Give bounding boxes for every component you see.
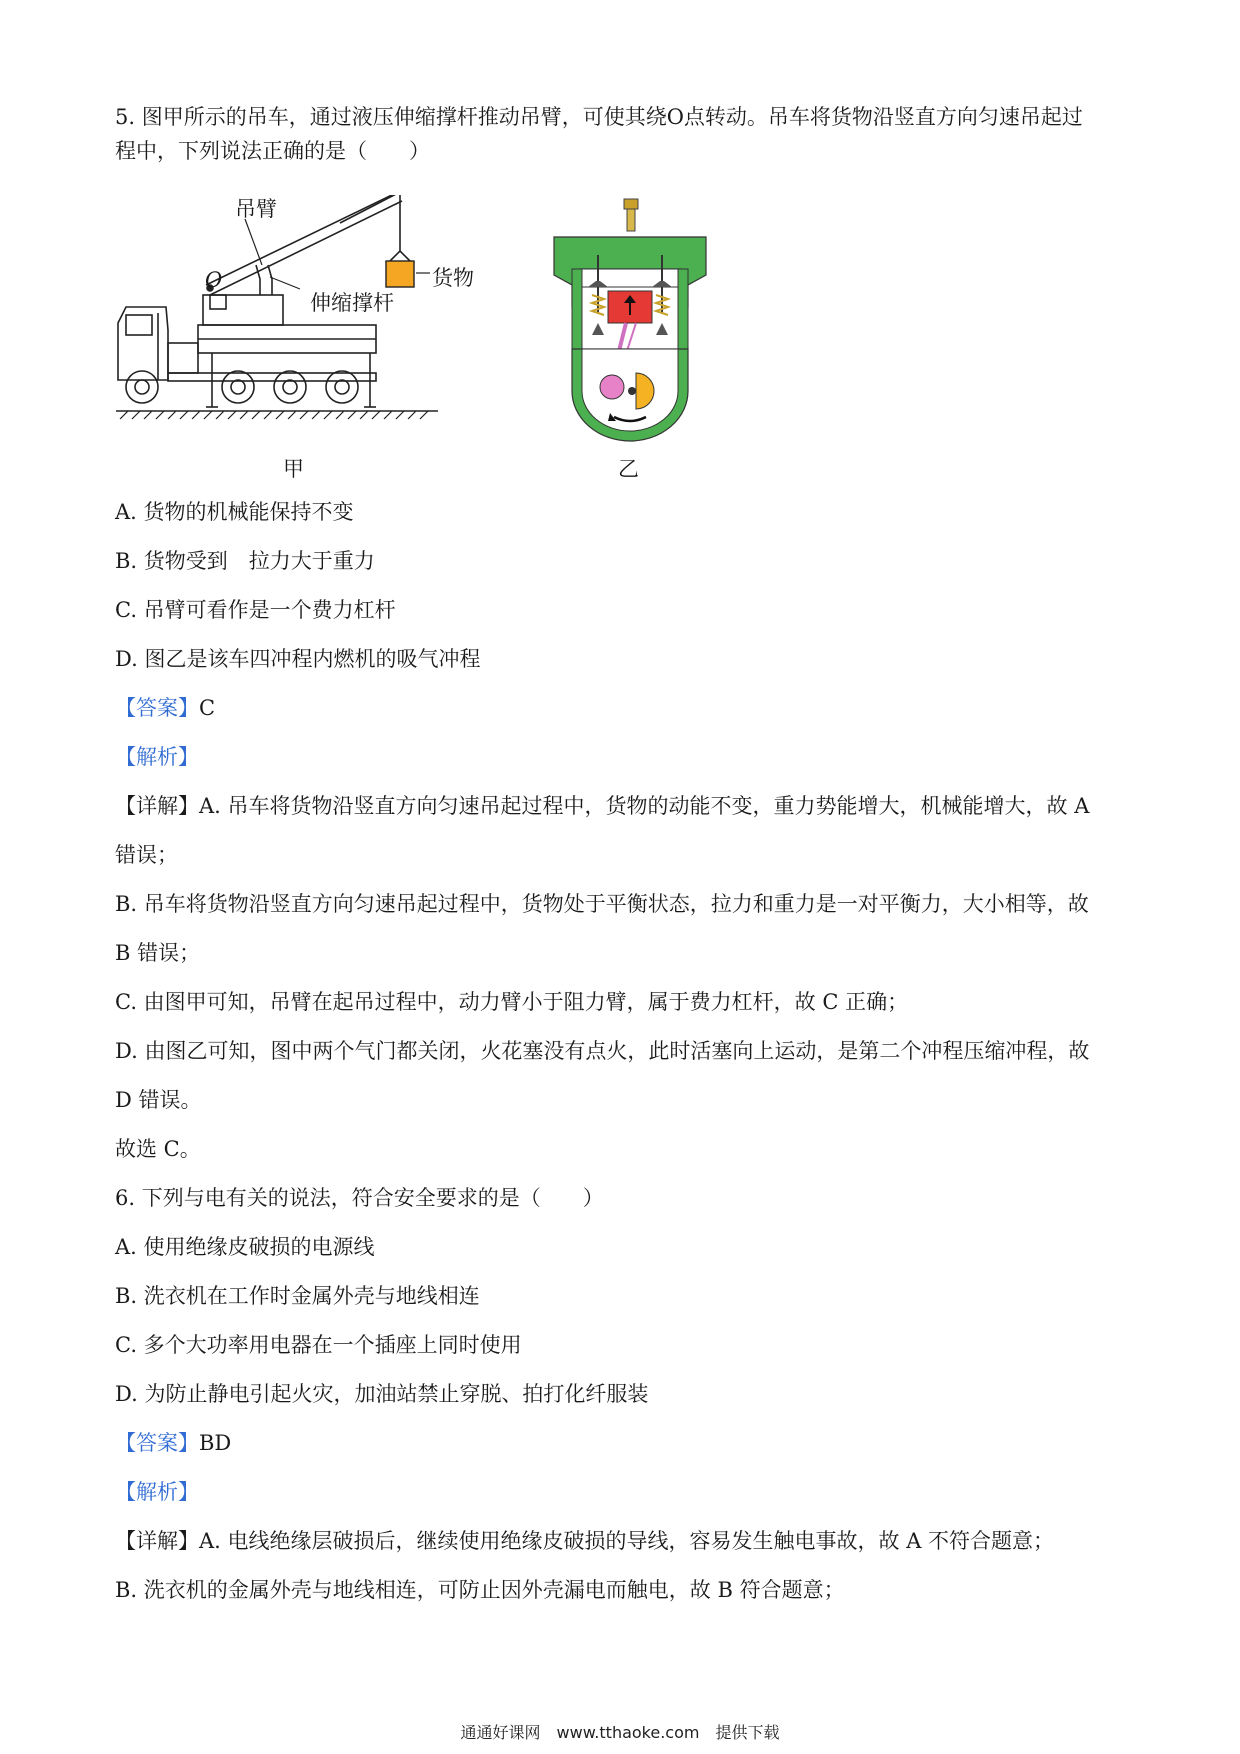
answer-tag: 【答案】: [115, 696, 199, 720]
q5-detail-line: D. 由图乙可知，图中两个气门都关闭，火花塞没有点火，此时活塞向上运动，是第二个冲程压缩冲程，故: [115, 1039, 1090, 1063]
q5-answer: [115, 693, 215, 723]
q5-stem-line2: 程中，下列说法正确的是（ ）: [115, 139, 430, 163]
q5-detail-line: 错误；: [115, 843, 178, 867]
detail-text: A. 电线绝缘层破损后，继续使用绝缘皮破损的导线，容易发生触电事故，故 A 不符合题意；: [199, 1529, 1055, 1553]
q6-option-b: B. 洗衣机在工作时金属外壳与地线相连: [115, 1284, 480, 1308]
q5-detail-line: B. 吊车将货物沿竖直方向匀速吊起过程中，货物处于平衡状态，拉力和重力是一对平衡力，大小相等，故: [115, 892, 1089, 916]
analysis-tag: 【解析】: [115, 745, 199, 769]
q5-detail-line: [115, 791, 1089, 821]
figure-jia-caption: 甲: [283, 457, 304, 481]
analysis-tag: 【解析】: [115, 1480, 199, 1504]
q6-analysis-tag: [115, 1477, 199, 1507]
detail-tag: 【详解】: [115, 1529, 199, 1553]
crane-arm-label: 吊臂: [235, 197, 277, 221]
q5-option-b: B. 货物受到 拉力大于重力: [115, 549, 375, 573]
q6-detail-line: [115, 1526, 1054, 1556]
q5-analysis-tag: [115, 742, 199, 772]
q6-detail-line: B. 洗衣机的金属外壳与地线相连，可防止因外壳漏电而触电，故 B 符合题意；: [115, 1578, 845, 1602]
q6-option-c: C. 多个大功率用电器在一个插座上同时使用: [115, 1333, 522, 1357]
engine-figure: [550, 195, 710, 445]
figure-yi-caption: 乙: [618, 457, 639, 481]
answer-value: C: [199, 696, 216, 720]
q6-option-a: A. 使用绝缘皮破损的电源线: [115, 1235, 375, 1259]
q6-answer: [115, 1428, 231, 1458]
q5-option-a: A. 货物的机械能保持不变: [115, 500, 354, 524]
cargo-label: 货物: [432, 266, 474, 290]
q5-stem-line1: 5. 图甲所示的吊车，通过液压伸缩撑杆推动吊臂，可使其绕O点转动。吊车将货物沿竖直方向匀速吊起过: [115, 105, 1083, 129]
strut-label: 伸缩撑杆: [310, 291, 394, 315]
q5-detail-line: B 错误；: [115, 941, 201, 965]
q5-option-c: C. 吊臂可看作是一个费力杠杆: [115, 598, 396, 622]
q5-conclusion: 故选 C。: [115, 1137, 201, 1161]
detail-tag: 【详解】: [115, 794, 199, 818]
q6-option-d: D. 为防止静电引起火灾，加油站禁止穿脱、拍打化纤服装: [115, 1382, 649, 1406]
answer-tag: 【答案】: [115, 1431, 199, 1455]
answer-value: BD: [199, 1431, 232, 1455]
q6-stem: 6. 下列与电有关的说法，符合安全要求的是（ ）: [115, 1186, 604, 1210]
q5-detail-line: D 错误。: [115, 1088, 202, 1112]
detail-text: A. 吊车将货物沿竖直方向匀速吊起过程中，货物的动能不变，重力势能增大，机械能增大，故 A: [199, 794, 1090, 818]
footer-text: 通通好课网 www.tthaoke.com 提供下载: [460, 1723, 780, 1742]
q5-option-d: D. 图乙是该车四冲程内燃机的吸气冲程: [115, 647, 481, 671]
pivot-o-label: O: [205, 268, 223, 292]
crane-figure: [110, 195, 450, 445]
q5-detail-line: C. 由图甲可知，吊臂在起吊过程中，动力臂小于阻力臂，属于费力杠杆，故 C 正确；: [115, 990, 909, 1014]
